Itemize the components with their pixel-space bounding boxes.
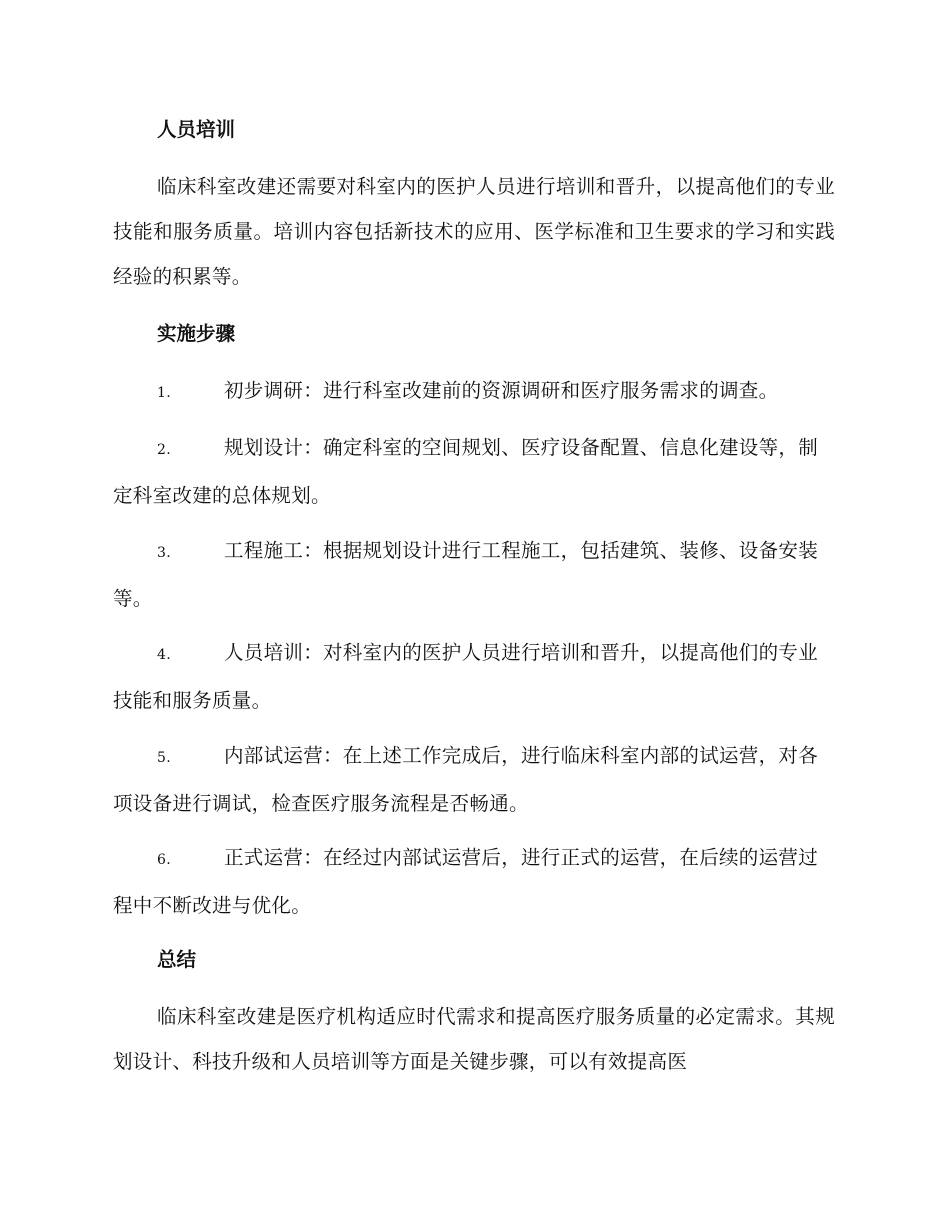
list-item — [113, 733, 835, 826]
list-item — [113, 368, 835, 416]
list-item-text: 初步调研：进行科室改建前的资源调研和医疗服务需求的调查。 — [224, 379, 779, 402]
list-item-number: 4. — [157, 647, 171, 663]
list-item-text: 正式运营：在经过内部试运营后，进行正式的运营，在后续的运营过程中不断改进与优化。 — [113, 846, 819, 917]
list-item-text: 内部试运营：在上述工作完成后，进行临床科室内部的试运营，对各项设备进行调试，检查医疗服务流程是否畅通。 — [113, 744, 819, 815]
list-item-number: 3. — [157, 545, 171, 561]
list-item-number: 2. — [157, 442, 171, 458]
paragraph-summary-text: 临床科室改建是医疗机构适应时代需求和提高医疗服务质量的必定需求。其规划设计、科技升级和人员培训等方面是关键步骤，可以有效提高医 — [113, 1005, 835, 1073]
section-heading-summary: 总结 — [157, 948, 197, 971]
list-item — [113, 835, 835, 928]
list-item — [113, 528, 835, 621]
list-item — [113, 425, 835, 518]
paragraph-training-text: 临床科室改建还需要对科室内的医护人员进行培训和晋升，以提高他们的专业技能和服务质量。培训内容包括新技术的应用、医学标准和卫生要求的学习和实践经验的积累等。 — [113, 175, 835, 288]
section-heading-training: 人员培训 — [157, 118, 236, 141]
list-item-text: 人员培训：对科室内的医护人员进行培训和晋升，以提高他们的专业技能和服务质量。 — [113, 641, 819, 712]
paragraph-training — [113, 164, 835, 299]
list-item — [113, 630, 835, 723]
list-item-text: 工程施工：根据规划设计进行工程施工，包括建筑、装修、设备安装等。 — [113, 539, 819, 610]
list-item-number: 1. — [157, 385, 171, 401]
section-heading-steps: 实施步骤 — [157, 322, 236, 345]
list-item-text: 规划设计：确定科室的空间规划、医疗设备配置、信息化建设等，制定科室改建的总体规划。 — [113, 436, 819, 507]
list-item-number: 5. — [157, 750, 171, 766]
list-item-number: 6. — [157, 852, 171, 868]
paragraph-summary — [113, 994, 835, 1084]
